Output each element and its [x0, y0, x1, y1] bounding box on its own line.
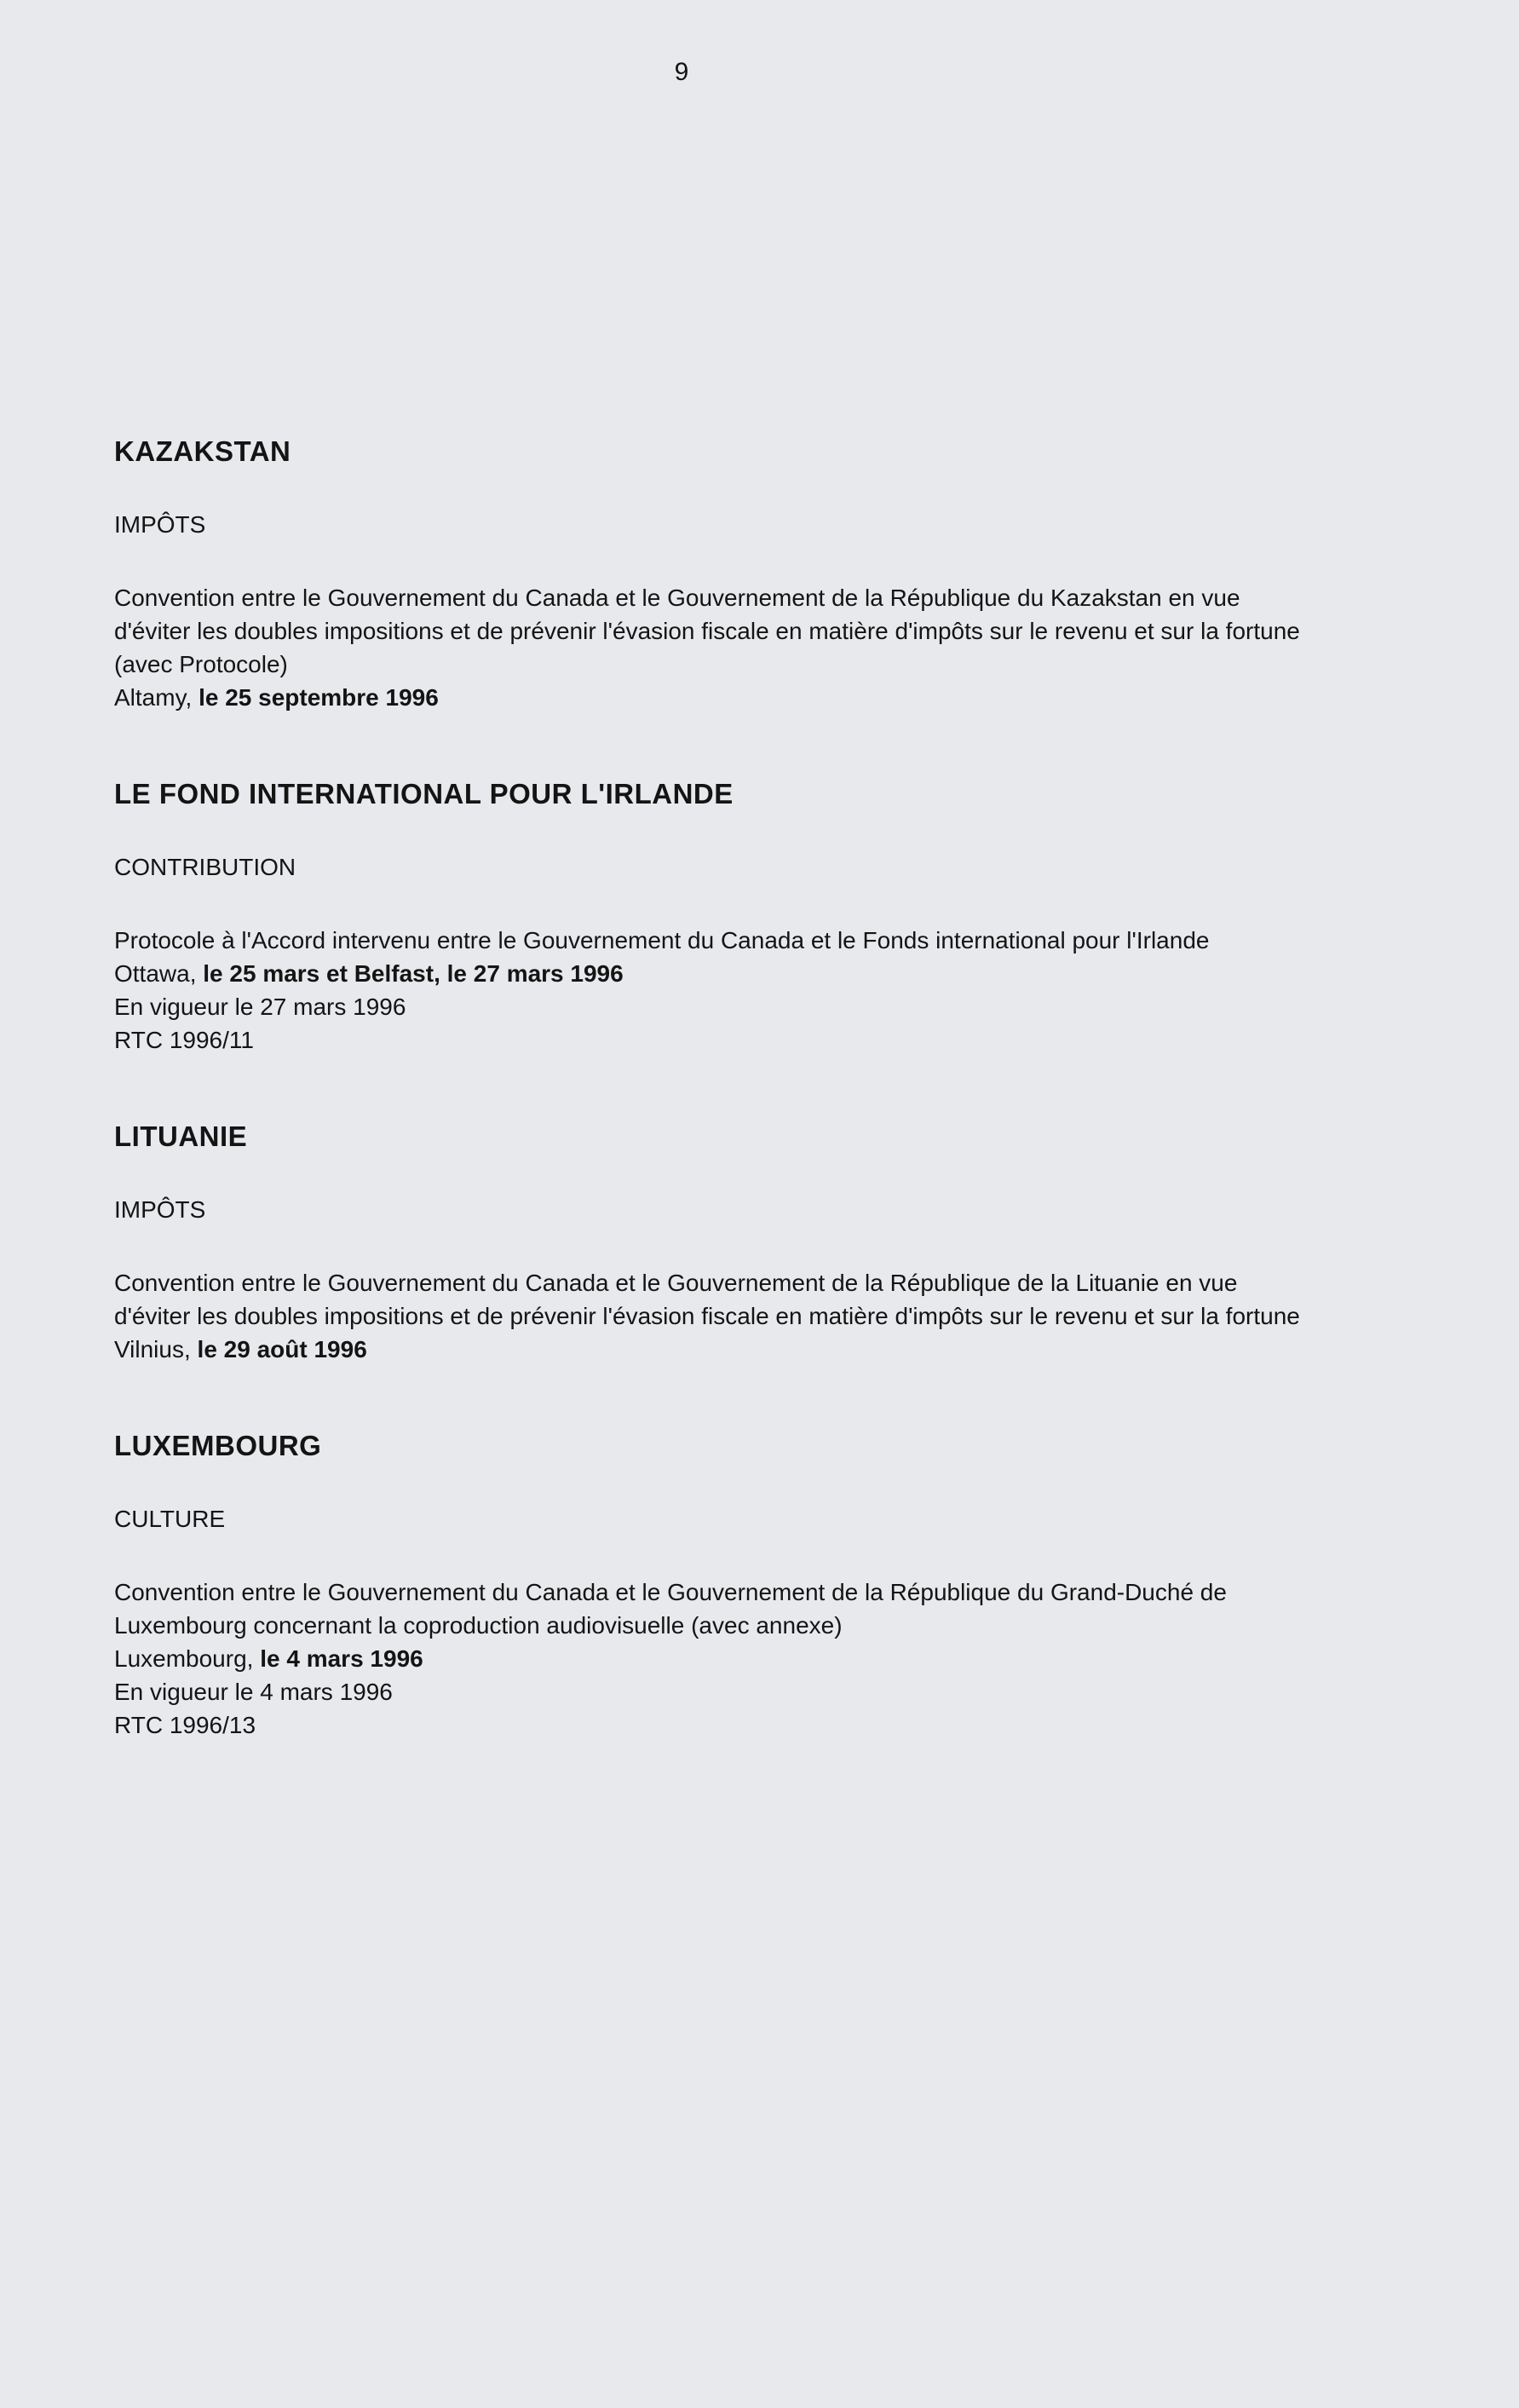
- section-lituanie: [114, 1116, 1307, 1366]
- signature-line: [114, 681, 1307, 714]
- signature-place: Altamy,: [114, 684, 199, 711]
- category-label: CONTRIBUTION: [114, 854, 296, 880]
- section-luxembourg: [114, 1426, 1307, 1742]
- treaty-description: Convention entre le Gouvernement du Canada et le Gouvernement de la République de la Lituanie en vue d'éviter les doubles impositions et de prévenir l'évasion fiscale en matière d'impôts sur le revenu et sur la fortune: [114, 1270, 1300, 1329]
- category-label: IMPÔTS: [114, 511, 206, 538]
- signature-date: le 4 mars 1996: [260, 1645, 423, 1672]
- signature-line: [114, 1333, 1307, 1366]
- category-label: CULTURE: [114, 1506, 226, 1532]
- country-heading: LE FOND INTERNATIONAL POUR L'IRLANDE: [114, 778, 734, 809]
- signature-date: le 25 septembre 1996: [199, 684, 439, 711]
- treaty-description: Protocole à l'Accord intervenu entre le Gouvernement du Canada et le Fonds international pour l'Irlande: [114, 927, 1210, 953]
- treaty-description: Convention entre le Gouvernement du Canada et le Gouvernement de la République du Grand-Duché de Luxembourg concernant la coproduction audiovisuelle (avec annexe): [114, 1579, 1227, 1639]
- signature-place: Vilnius,: [114, 1336, 198, 1362]
- section-kazakstan: [114, 431, 1307, 714]
- signature-place: Luxembourg,: [114, 1645, 261, 1672]
- rtc-reference: RTC 1996/13: [114, 1712, 256, 1738]
- rtc-reference: RTC 1996/11: [114, 1027, 254, 1053]
- section-irlande: [114, 774, 1307, 1057]
- treaty-description: Convention entre le Gouvernement du Canada et le Gouvernement de la République du Kazakstan en vue d'éviter les doubles impositions et de prévenir l'évasion fiscale en matière d'impôts sur le revenu et sur la fortune (avec Protocole): [114, 585, 1300, 677]
- signature-date: le 29 août 1996: [197, 1336, 367, 1362]
- signature-place: Ottawa,: [114, 960, 204, 987]
- signature-line: [114, 957, 1307, 990]
- in-force-line: En vigueur le 4 mars 1996: [114, 1679, 393, 1705]
- treaty-list: [114, 431, 1307, 1742]
- country-heading: LUXEMBOURG: [114, 1430, 322, 1461]
- in-force-line: En vigueur le 27 mars 1996: [114, 994, 406, 1020]
- signature-date: le 25 mars et Belfast, le 27 mars 1996: [203, 960, 624, 987]
- category-label: IMPÔTS: [114, 1196, 206, 1223]
- country-heading: KAZAKSTAN: [114, 435, 291, 467]
- page-number: 9: [674, 58, 689, 86]
- signature-line: [114, 1642, 1307, 1675]
- country-heading: LITUANIE: [114, 1120, 248, 1152]
